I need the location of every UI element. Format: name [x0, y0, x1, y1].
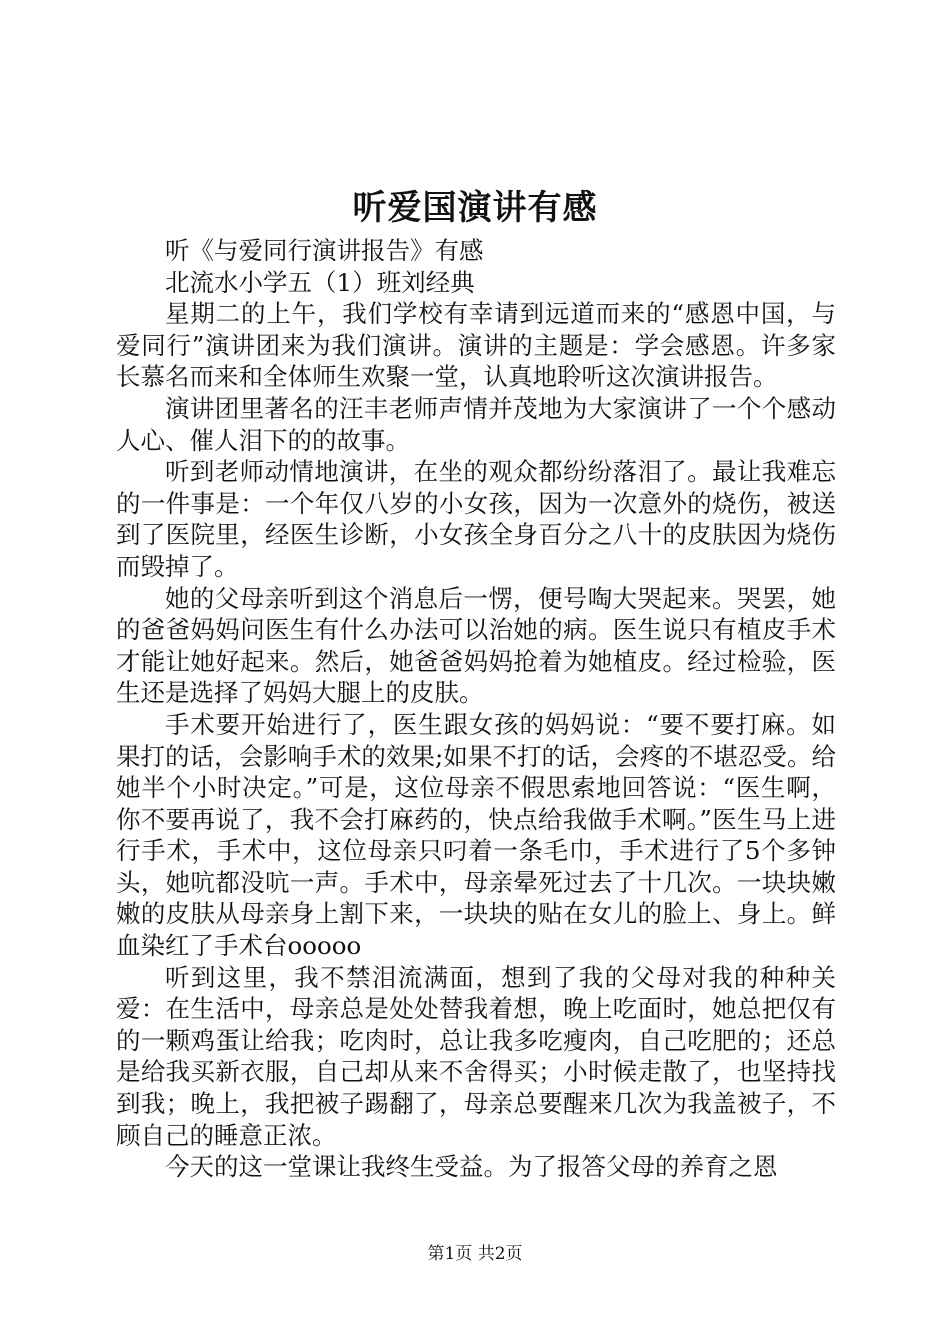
paragraph: 她的父母亲听到这个消息后一愣，便号啕大哭起来。哭罢，她的爸爸妈妈问医生有什么办法可以治她的病。医生说只有植皮手术才能让她好起来。然后，她爸爸妈妈抢着为她植皮。经过检验，医生还是选择了妈妈大腿上的皮肤。: [116, 583, 836, 708]
paragraph: 听到这里，我不禁泪流满面，想到了我的父母对我的种种关爱：在生活中，母亲总是处处替我着想，晚上吃面时，她总把仅有的一颗鸡蛋让给我；吃肉时，总让我多吃瘦肉，自己吃肥的；还总是给我买新衣服，自己却从来不舍得买；小时候走散了，也坚持找到我；晚上，我把被子踢翻了，母亲总要醒来几次为我盖被子，不顾自己的睡意正浓。: [116, 962, 836, 1150]
paragraph: 手术要开始进行了，医生跟女孩的妈妈说：“要不要打麻。如果打的话，会影响手术的效果;如果不打的话，会疼的不堪忍受。给她半个小时决定。”可是，这位母亲不假思索地回答说：“医生啊，你不要再说了，我不会打麻药的，快点给我做手术啊。”医生马上进行手术，手术中，这位母亲只叼着一条毛巾，手术进行了5个多钟头，她吭都没吭一声。手术中，母亲晕死过去了十几次。一块块嫩嫩的皮肤从母亲身上割下来，一块块的贴在女儿的脸上、身上。鲜血染红了手术台ooooo: [116, 709, 836, 961]
document-body: [116, 235, 836, 1183]
subtitle: 听《与爱同行演讲报告》有感: [165, 236, 484, 265]
paragraph: 演讲团里著名的汪丰老师声情并茂地为大家演讲了一个个感动人心、催人泪下的的故事。: [116, 393, 836, 455]
document-title: 听爱国演讲有感: [352, 188, 598, 228]
paragraph: 今天的这一堂课让我终生受益。为了报答父母的养育之恩: [165, 1152, 778, 1182]
author-line: 北流水小学五（1）班刘经典: [165, 267, 475, 297]
page-footer: 第1页 共2页: [427, 1244, 523, 1264]
paragraph: 听到老师动情地演讲，在坐的观众都纷纷落泪了。最让我难忘的一件事是：一个年仅八岁的小女孩，因为一次意外的烧伤，被送到了医院里，经医生诊断，小女孩全身百分之八十的皮肤因为烧伤而毁掉了。: [116, 457, 836, 581]
paragraph: 星期二的上午，我们学校有幸请到远道而来的“感恩中国，与爱同行”演讲团来为我们演讲。演讲的主题是：学会感恩。许多家长慕名而来和全体师生欢聚一堂，认真地聆听这次演讲报告。: [116, 299, 836, 392]
